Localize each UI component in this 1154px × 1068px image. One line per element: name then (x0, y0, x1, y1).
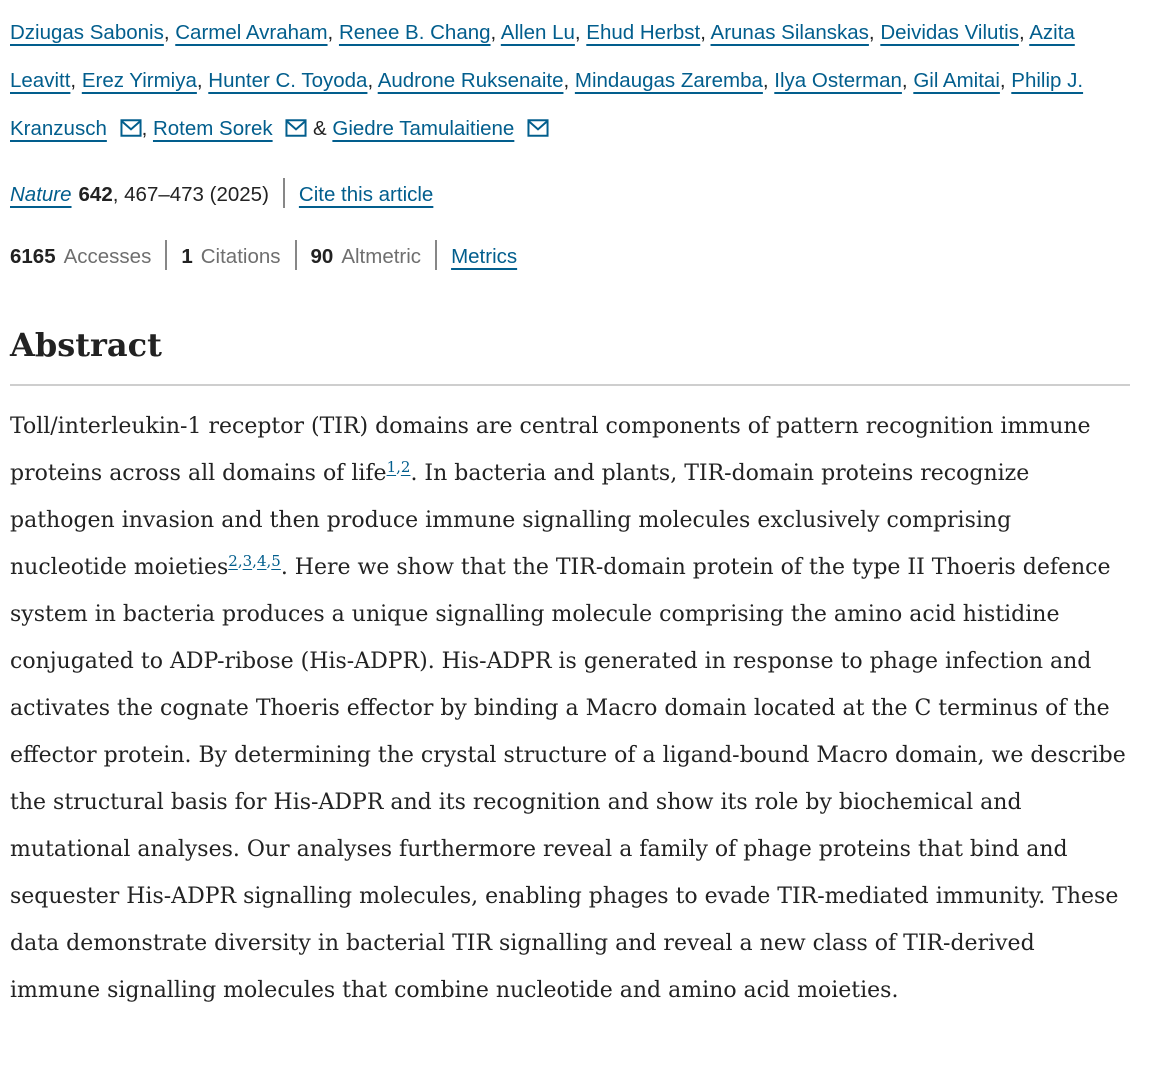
author-separator: , (367, 69, 378, 92)
author-separator: & (307, 117, 333, 140)
metrics-link[interactable]: Metrics (451, 245, 518, 268)
author-separator: , (901, 69, 914, 92)
author-link[interactable]: Ilya Osterman (774, 69, 902, 92)
reference-link[interactable]: 2 (400, 457, 411, 476)
reference-superscript (228, 552, 281, 570)
email-icon[interactable] (120, 119, 142, 137)
author-separator: , (70, 69, 82, 92)
metric-label: Accesses (63, 245, 152, 268)
reference-link[interactable]: 5 (271, 551, 281, 570)
author-link[interactable]: Hunter C. Toyoda (208, 69, 368, 92)
author-separator: , (563, 69, 575, 92)
author-link[interactable]: Allen Lu (500, 21, 575, 44)
author-link[interactable]: Gil Amitai (913, 69, 1000, 92)
separator-bar (295, 240, 297, 270)
author-link[interactable]: Azita Leavitt (10, 21, 1075, 92)
author-link[interactable]: Philip J. Kranzusch (10, 69, 1084, 140)
reference-comma: , (252, 551, 257, 570)
author-link[interactable]: Carmel Avraham (175, 21, 328, 44)
author-link[interactable]: Mindaugas Zaremba (574, 69, 763, 92)
journal-link[interactable]: Nature (10, 183, 72, 206)
reference-link[interactable]: 1 (386, 457, 397, 476)
author-link[interactable]: Giedre Tamulaitiene (332, 117, 515, 140)
author-separator: , (327, 21, 339, 44)
section-divider (10, 384, 1130, 386)
author-link[interactable]: Dziugas Sabonis (10, 21, 164, 44)
author-separator: , (163, 21, 176, 44)
email-icon[interactable] (285, 119, 307, 137)
metric-label: Altmetric (341, 245, 422, 268)
author-link[interactable]: Arunas Silanskas (710, 21, 869, 44)
author-separator: , (1018, 21, 1030, 44)
author-separator: , (999, 69, 1012, 92)
author-link[interactable]: Renee B. Chang (338, 21, 491, 44)
author-separator: , (490, 21, 501, 44)
abstract-heading: Abstract (10, 326, 162, 364)
author-link[interactable]: Rotem Sorek (152, 117, 273, 140)
author-separator: , (196, 69, 209, 92)
reference-link[interactable]: 3 (242, 551, 253, 570)
reference-link[interactable]: 2 (228, 551, 238, 570)
author-link[interactable]: Erez Yirmiya (81, 69, 197, 92)
metric-value: 1 (181, 245, 193, 268)
metrics-bar (10, 240, 1130, 272)
reference-comma: , (396, 457, 401, 476)
pages-year: , 467–473 (2025) (112, 183, 269, 206)
volume-number: 642 (78, 183, 113, 206)
cite-this-article-link[interactable]: Cite this article (298, 183, 434, 206)
author-link[interactable]: Deividas Vilutis (880, 21, 1019, 44)
reference-superscript (387, 458, 411, 476)
author-list (10, 9, 1130, 153)
reference-comma: , (266, 551, 272, 570)
reference-link[interactable]: 4 (256, 551, 267, 570)
author-separator: , (868, 21, 881, 44)
author-separator: , (141, 117, 153, 140)
author-separator: , (574, 21, 587, 44)
author-separator: , (700, 21, 711, 44)
separator-bar (435, 240, 437, 270)
abstract-text: Toll/interleukin-1 receptor (TIR) domains are central components of pattern recognition immune proteins across all domains of life$^{1,2}$. In bacteria and plants, TIR-domain proteins recognize pathogen invasion and then produce immune signalling molecules exclusively comprising nucleotide moieties$^{2,3,4,5}$. Here we show that the TIR-domain protein of the type II Thoeris defence system in bacteria produces a unique signalling molecule comprising the amino acid histidine conjugated to ADP-ribose (His-ADPR). His-ADPR is generated in response to phage infection and activates the cognate Thoeris effector by binding a Macro domain located at the C terminus of the effector protein. By determining the crystal structure of a ligand-bound Macro domain, we describe the structural basis for His-ADPR and its recognition and show its role by biochemical and mutational analyses. Our analyses furthermore reveal a family of phage proteins that bind and sequester His-ADPR signalling molecules, enabling phages to evade TIR-mediated immunity. These data demonstrate diversity in bacterial TIR signalling and reveal a new class of TIR-derived immune signalling molecules that combine nucleotide and amino acid moieties. (10, 414, 1126, 1003)
metric-value: 90 (310, 245, 334, 268)
email-icon[interactable] (527, 119, 549, 137)
separator-bar (165, 240, 167, 270)
metric-value: 6165 (10, 245, 56, 268)
citation-line (10, 178, 1130, 210)
separator-bar (283, 178, 285, 208)
author-link[interactable]: Ehud Herbst (586, 21, 701, 44)
metric-label: Citations (200, 245, 281, 268)
reference-comma: , (237, 551, 243, 570)
author-separator: , (762, 69, 775, 92)
author-link[interactable]: Audrone Ruksenaite (377, 69, 564, 92)
